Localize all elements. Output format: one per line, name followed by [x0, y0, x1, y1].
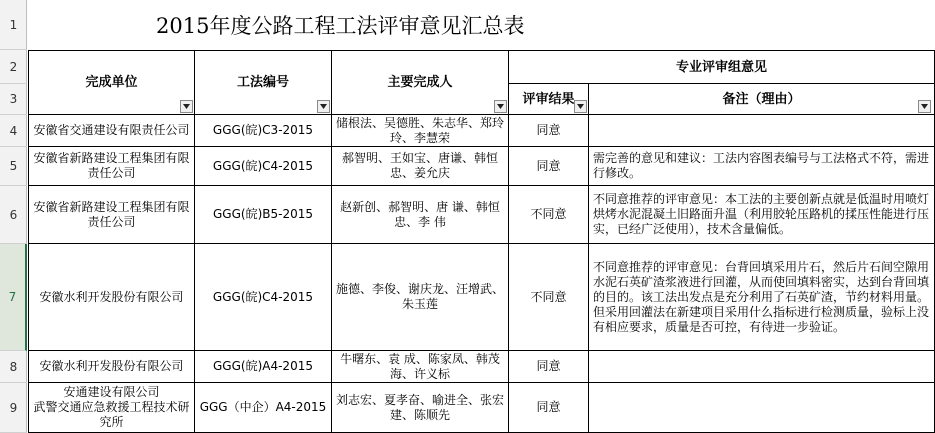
row-number-8[interactable]: 8 — [0, 351, 27, 383]
table-cell-unit[interactable]: 安通建设有限公司 武警交通应急救援工程技术研究所 — [28, 383, 195, 433]
chevron-down-icon — [497, 104, 504, 109]
row-number-5[interactable]: 5 — [0, 147, 27, 186]
filter-dropdown-remark[interactable] — [918, 100, 931, 113]
chevron-down-icon — [577, 104, 584, 109]
header-code[interactable] — [195, 50, 332, 115]
table-cell-code[interactable]: GGG(皖)A4-2015 — [195, 351, 332, 383]
table-cell-result[interactable]: 同意 — [509, 147, 589, 186]
header-unit[interactable] — [28, 50, 195, 115]
table-cell-people[interactable]: 郝智明、王如宝、唐谦、韩恒忠、姜允庆 — [332, 147, 509, 186]
table-cell-remark[interactable] — [589, 115, 935, 147]
table-cell-code[interactable]: GGG(皖)C4-2015 — [195, 147, 332, 186]
table-cell-code[interactable]: GGG(皖)C4-2015 — [195, 244, 332, 351]
table-cell-result[interactable]: 不同意 — [509, 244, 589, 351]
table-cell-remark[interactable]: 需完善的意见和建议：工法内容图表编号与工法格式不符，需进行修改。 — [589, 147, 935, 186]
header-people-label: 主要完成人 — [387, 75, 453, 90]
table-cell-unit[interactable]: 安徽省交通建设有限责任公司 — [28, 115, 195, 147]
table-cell-unit[interactable]: 安徽水利开发股份有限公司 — [28, 351, 195, 383]
table-cell-people[interactable]: 牛曙东、袁 成、陈家凤、韩茂海、许义标 — [332, 351, 509, 383]
table-cell-result[interactable]: 同意 — [509, 115, 589, 147]
filter-dropdown-people[interactable] — [494, 100, 507, 113]
table-cell-people[interactable]: 储根法、吴德胜、朱志华、郑玲玲、李慧荣 — [332, 115, 509, 147]
table-cell-code[interactable]: GGG（中企）A4-2015 — [195, 383, 332, 433]
table-cell-unit[interactable]: 安徽水利开发股份有限公司 — [28, 244, 195, 351]
header-expert-group[interactable] — [509, 50, 935, 84]
sheet-title[interactable]: 2015年度公路工程工法评审意见汇总表 — [156, 14, 525, 38]
table-cell-unit[interactable]: 安徽省新路建设工程集团有限责任公司 — [28, 186, 195, 244]
header-unit-label: 完成单位 — [85, 75, 138, 90]
table-cell-result[interactable]: 不同意 — [509, 186, 589, 244]
chevron-down-icon — [183, 104, 190, 109]
table-cell-result[interactable]: 同意 — [509, 351, 589, 383]
table-cell-remark[interactable] — [589, 351, 935, 383]
table-cell-people[interactable]: 施德、李俊、谢庆龙、汪增武、朱玉莲 — [332, 244, 509, 351]
row-number-2[interactable]: 2 — [0, 50, 27, 84]
table-cell-code[interactable]: GGG(皖)C3-2015 — [195, 115, 332, 147]
row-number-7[interactable]: 7 — [0, 244, 27, 351]
table-cell-result[interactable]: 同意 — [509, 383, 589, 433]
header-remark[interactable] — [589, 84, 935, 115]
table-cell-people[interactable]: 刘志宏、夏孝奋、喻进全、张宏建、陈顺先 — [332, 383, 509, 433]
table-cell-remark[interactable]: 不同意推荐的评审意见：本工法的主要创新点就是低温时用喷灯烘烤水泥混凝土旧路面升温（利用胶轮压路机的揉压性能进行压实，已经广泛使用），技术含量偏低。 — [589, 186, 935, 244]
table-cell-remark[interactable]: 不同意推荐的评审意见：台背回填采用片石，然后片石间空隙用水泥石英矿渣浆液进行回灌，从而使回填料密实，达到台背回填的目的。该工法出发点是充分利用了石英矿渣，节约材料用量。但采用回灌法在新建项目采用什么指标进行检测质量，验标上没有相应要求，质量是否可控，有待进一步验证。 — [589, 244, 935, 351]
row-number-9[interactable]: 9 — [0, 383, 27, 433]
filter-dropdown-result[interactable] — [574, 100, 587, 113]
filter-dropdown-code[interactable] — [317, 100, 330, 113]
header-code-label: 工法编号 — [236, 75, 289, 90]
table-cell-unit[interactable]: 安徽省新路建设工程集团有限责任公司 — [28, 147, 195, 186]
chevron-down-icon — [921, 104, 928, 109]
row-number-6[interactable]: 6 — [0, 186, 27, 244]
table-cell-people[interactable]: 赵新创、郝智明、唐 谦、韩恒忠、李 伟 — [332, 186, 509, 244]
row-number-1[interactable]: 1 — [0, 0, 27, 50]
table-cell-remark[interactable] — [589, 383, 935, 433]
table-cell-code[interactable]: GGG(皖)B5-2015 — [195, 186, 332, 244]
header-result-label: 评审结果 — [522, 91, 575, 107]
header-remark-label: 备注（理由） — [722, 91, 801, 107]
filter-dropdown-unit[interactable] — [180, 100, 193, 113]
row-number-4[interactable]: 4 — [0, 115, 27, 147]
header-people[interactable] — [332, 50, 509, 115]
chevron-down-icon — [320, 104, 327, 109]
header-expert-group-label: 专业评审组意见 — [675, 59, 767, 75]
row-number-3[interactable]: 3 — [0, 84, 27, 115]
